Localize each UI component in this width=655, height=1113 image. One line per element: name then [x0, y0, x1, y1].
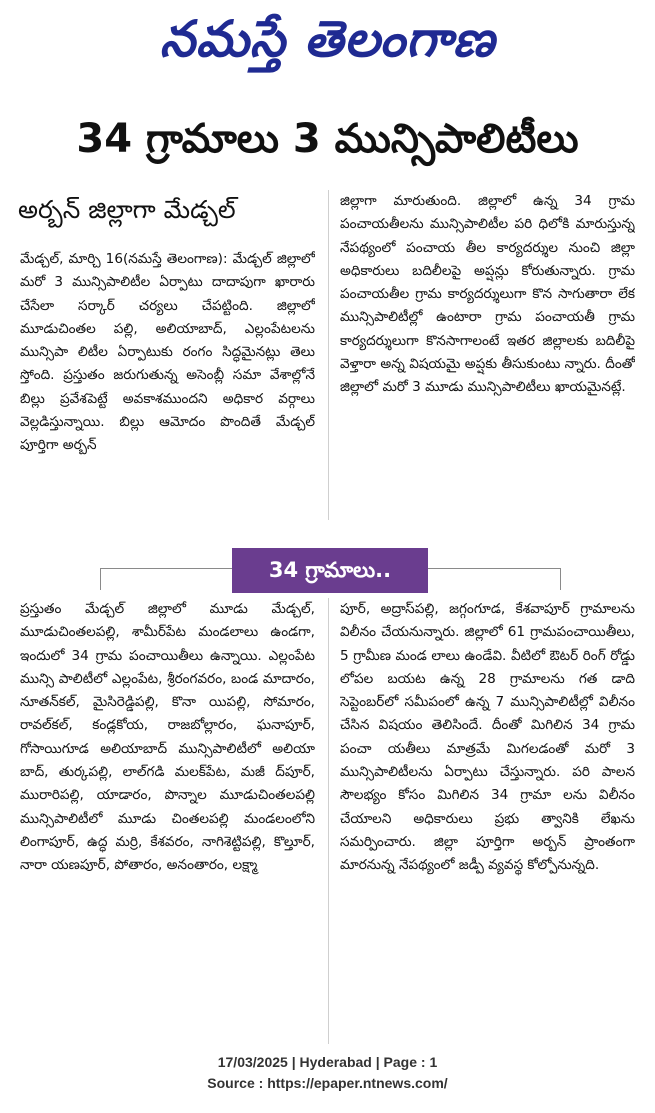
column-divider-top [328, 190, 329, 520]
article-subheadline: అర్బన్ జిల్లాగా మేడ్చల్ [18, 195, 236, 224]
footer-source-line: Source : https://epaper.ntnews.com/ [207, 1075, 448, 1091]
section-rule-left-tick [100, 568, 101, 590]
article-headline: 34 గ్రామాలు 3 మున్సిపాలిటీలు [76, 116, 579, 162]
section-label-box: 34 గ్రామాలు.. [232, 548, 428, 593]
article-column-2: జిల్లాగా మారుతుంది. జిల్లాలో ఉన్న 34 గ్రామ పంచాయతీలను మున్సిపాలిటీల పరి ధిలోకి మారుస్తున్న నేపథ్యంలో పంచాయ తీల కార్యదర్శుల నుంచి జిల్లా అధికారులు బదిలీలపై అప్షన్లు కోరుతున్నారు. గ్రామ పంచాయతీల గ్రామ కార్యదర్శులుగా కొన సాగుతారా లేక మున్సిపాలిటీల్లో ఉంటారా గ్రామ పంచాయతీ గ్రామ కార్యదర్శులుగా కొనసాగాలంటే ఇతర జిల్లాలకు బదిలీపై వెళ్తారా అన్న విషయమై అప్షకు తీసుకుంటు న్నారు. దీంతో జిల్లాలో మరో 3 మూడు మున్సిపాలిటీలు ఖాయమైనట్లే. [340, 193, 635, 396]
column-divider-bottom [328, 598, 329, 1044]
footer-date-line: 17/03/2025 | Hyderabad | Page : 1 [217, 1054, 438, 1070]
article-column-1: మేడ్చల్, మార్చి 16(నమస్తే తెలంగాణ): మేడ్చల్ జిల్లాలో మరో 3 మున్సిపాలిటీల ఏర్పాటు దాదాపుగా ఖారారు చేసేలా సర్కార్ చర్యలు చేపట్టింది. జిల్లాలో మూడుచింతల పల్లి, అలియాబాద్, ఎల్లంపేటలను మున్సిపా లిటీల ఏర్పాటుకు రంగం సిద్ధమైనట్లు తెలు స్తోంది. ప్రస్తుతం జరుగుతున్న అసెంబ్లీ సమా వేశాల్లోనే బిల్లు ప్రవేశపెట్టే అవకాశముందని అధికార వర్గాలు వెల్లడిస్తున్నాయి. బిల్లు ఆమోదం పొందితే మేడ్చల్ పూర్తిగా అర్బన్ [20, 251, 315, 454]
article-column-4: పూర్, అద్రాస్‌పల్లి, జగ్గంగూడ, కేశవాపూర్ గ్రామాలను విలీనం చేయనున్నారు. జిల్లాలో 61 గ్రామపంచాయితీలు, 5 గ్రామీణ మండ లాలు ఉండేవి. వీటిలో ఔటర్ రింగ్ రోడ్డు లోపల బయట ఉన్న 28 గ్రామాలను గత డాది సెప్టెంబర్‌లో సమీపంలో ఉన్న 7 మున్సిపాలిటీల్లో విలీనం చేసిన విషయం తెలిసిందే. దీంతో మిగిలిన 34 గ్రామ పంచా యతీలు మాత్రమే మిగలడంతో మరో 3 మున్సిపాలిటీలను ఏర్పాటు చేస్తున్నారు. పరి పాలన సౌలభ్యం కోసం మిగిలిన 34 గ్రామా లను విలీనం చేయాలని అధికారులు ప్రభు త్వానికి లేఖను సమర్పించారు. జిల్లా పూర్తిగా అర్బన్ ప్రాంతంగా మారనున్న నేపథ్యంలో జడ్పీ వ్యవస్థ కోల్పోనున్నది. [340, 601, 635, 874]
masthead-title: నమస్తే తెలంగాణ [159, 10, 496, 68]
newspaper-masthead [0, 6, 655, 72]
article-column-3: ప్రస్తుతం మేడ్చల్ జిల్లాలో మూడు మేడ్చల్, మూడుచింతలపల్లి, శామీర్‌పేట మండలాలు ఉండగా, ఇందులో 34 గ్రామ పంచాయితీలు ఉన్నాయి. ఎల్లంపేట మున్సి పాలిటీలో ఎల్లంపేట, శ్రీరంగవరం, బండ మాదారం, నూతన్‌కల్, మైసిరెడ్డిపల్లి, కొనా యిపల్లి, సోమారం, రావల్‌కల్, కండ్లకోయ, రాజబోల్లారం, ఘనాపూర్, గోసాయిగూడ అలియాబాద్ మున్సిపాలిటీలో అలియా బాద్, తుర్కపల్లి, లాల్‌గడి మలక్‌పేట, మజీ ద్‌పూర్, మురారిపల్లి, యాడారం, పొన్నాల మూడుచింతలపల్లి మున్సిపాలిటీలో మూడు చింతలపల్లి మండలంలోని లింగాపూర్, ఉద్ధ మర్రి, కేశవరం, నాగిశెట్టిపల్లి, కొల్తూర్, నారా యణపూర్, పోతారం, అనంతారం, లక్ష్మా [20, 601, 315, 874]
section-rule-right-tick [560, 568, 561, 590]
